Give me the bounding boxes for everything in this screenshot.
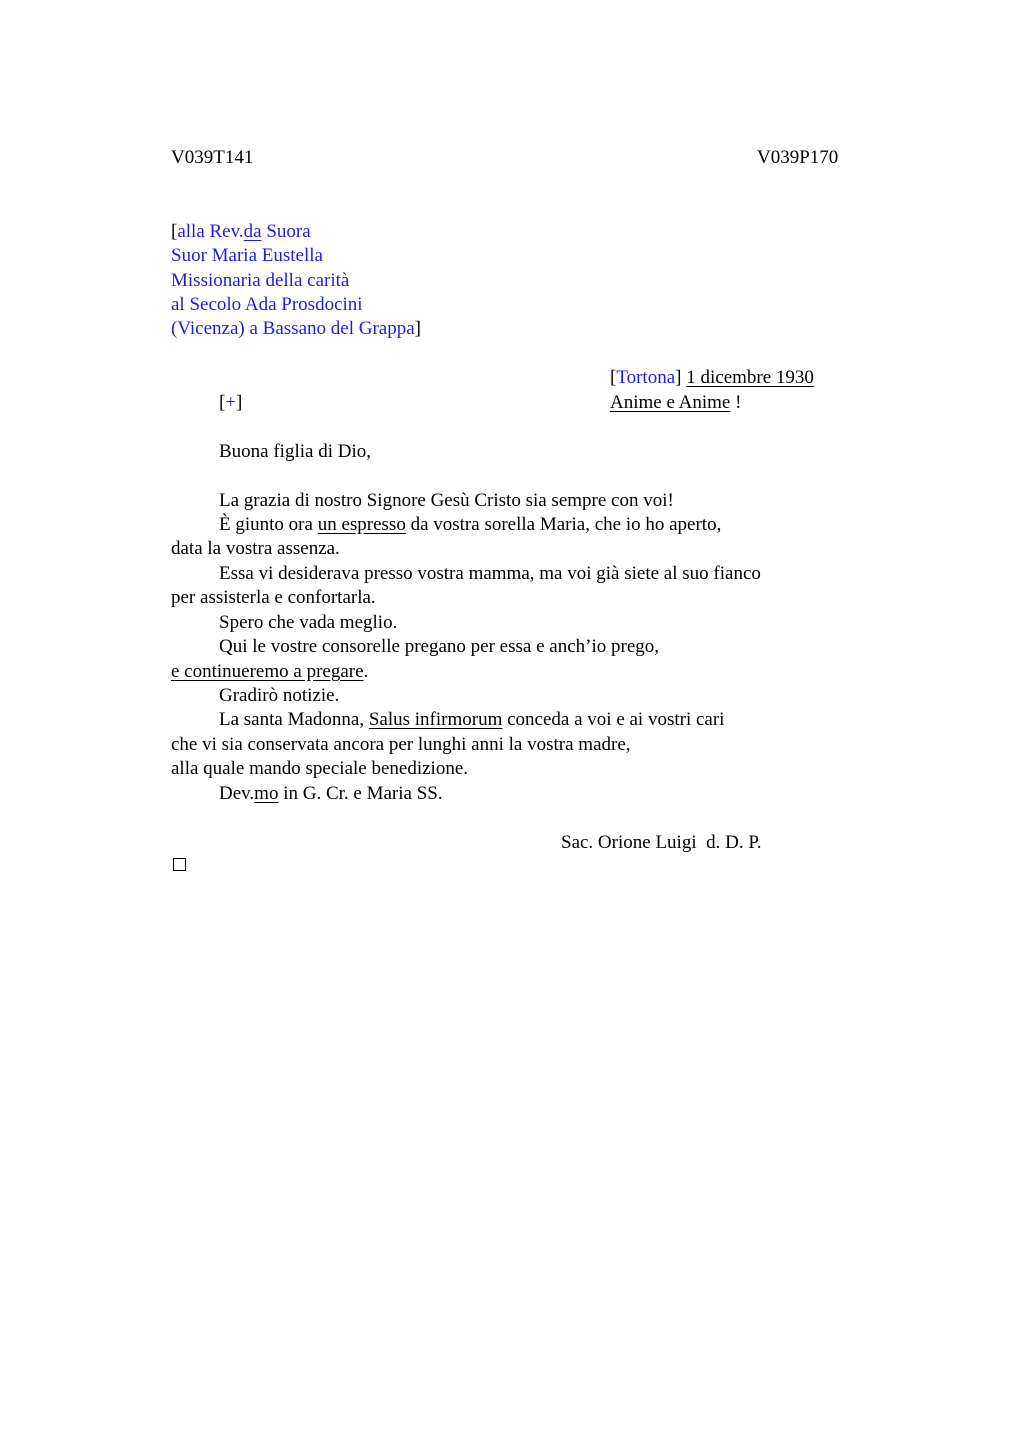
square-outline-icon [173,858,186,871]
dateline-date: 1 dicembre 1930 [686,367,814,388]
signature: Sac. Orione Luigi d. D. P. [561,832,762,853]
body-line-3: data la vostra assenza. [171,538,340,559]
body-line-6: Spero che vada meglio. [219,612,398,633]
body-line-8-post: . [363,661,369,682]
body-line-11: che vi sia conservata ancora per lunghi anni la vostra madre, [171,734,631,755]
address-open-bracket: [ [171,221,178,242]
body-line-2 [219,513,721,537]
motto-end: ! [730,392,742,413]
address-close-bracket: ] [414,318,421,339]
address-line-1-post: Suora [261,221,311,242]
body-line-12: alla quale mando speciale benedizione. [171,758,469,779]
body-line-10-pre: La santa Madonna, [219,709,369,730]
address-line-2: Suor Maria Eustella [171,245,323,266]
cross-symbol: + [225,392,237,413]
body-line-4: Essa vi desiderava presso vostra mamma, ma voi già siete al suo fianco [219,563,761,584]
dateline-place: Tortona [616,367,676,388]
address-line-1 [171,220,311,244]
salutation: Buona figlia di Dio, [219,441,371,462]
address-line-1-underlined: da [243,221,262,242]
body-line-10-underlined: Salus infirmorum [368,709,503,730]
cross-close: ] [236,392,243,413]
body-line-2-pre: È giunto ora [219,514,318,535]
body-line-13-underlined: mo [254,783,279,804]
body-line-8-underlined: e continueremo a pregare [171,661,364,682]
address-line-1-pre: alla Rev. [177,221,244,242]
address-line-4: al Secolo Ada Prosdocini [171,294,363,315]
motto-text: Anime e Anime [610,392,731,413]
body-line-10-post: conceda a voi e ai vostri cari [502,709,725,730]
body-line-13 [219,782,443,806]
body-line-13-post: in G. Cr. e Maria SS. [278,783,443,804]
dateline-place-date [610,366,814,390]
body-line-2-post: da vostra sorella Maria, che io ho aperto, [405,514,722,535]
dateline-place-open: [ [610,367,617,388]
body-line-5: per assisterla e confortarla. [171,587,376,608]
body-line-10 [219,708,724,732]
header-right-code: V039P170 [757,147,839,168]
address-line-5 [171,317,421,341]
body-line-9: Gradirò notizie. [219,685,340,706]
cross-open: [ [219,392,226,413]
address-line-3: Missionaria della carità [171,270,350,291]
body-line-2-underlined: un espresso [317,514,406,535]
dateline-motto [610,391,741,415]
cross-mark [219,391,242,415]
body-line-8 [171,660,368,684]
dateline-place-close: ] [675,367,682,388]
address-line-5-text: (Vicenza) a Bassano del Grappa [171,318,415,339]
body-line-13-pre: Dev. [219,783,255,804]
body-line-7: Qui le vostre consorelle pregano per essa e anch’io prego, [219,636,659,657]
header-left-code: V039T141 [171,147,254,168]
body-line-1: La grazia di nostro Signore Gesù Cristo sia sempre con voi! [219,490,674,511]
